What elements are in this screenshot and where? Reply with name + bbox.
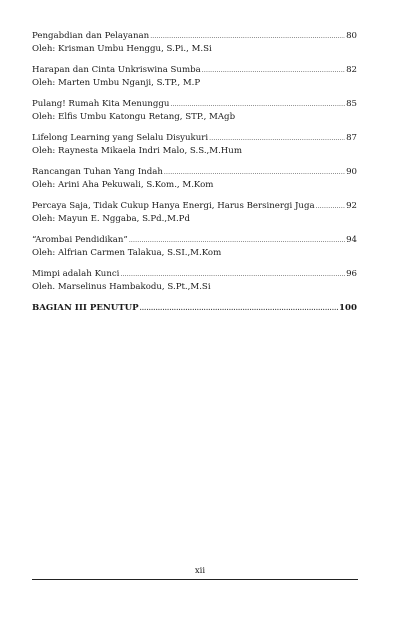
dot-leader — [140, 302, 338, 315]
page-number: xii — [194, 566, 206, 576]
toc-entry-page: 92 — [346, 201, 357, 211]
toc-entry-author: Oleh: Alfrian Carmen Talakua, S.SI.,M.Kom — [32, 248, 222, 258]
toc-entry — [32, 98, 357, 124]
dot-leader — [209, 132, 345, 145]
toc-entry-author: Oleh. Marselinus Hambakodu, S.Pt.,M.Si — [32, 282, 211, 292]
toc-entry-line — [32, 234, 357, 247]
dot-leader — [202, 64, 345, 77]
toc-entry — [32, 268, 357, 294]
toc-entry-line — [32, 30, 357, 43]
toc-entry — [32, 234, 357, 260]
toc-entry-title: Mimpi adalah Kunci — [32, 269, 120, 279]
toc-entry-title: Percaya Saja, Tidak Cukup Hanya Energi, Harus Bersinergi Juga — [32, 201, 315, 211]
toc-entry-page: 82 — [346, 65, 357, 75]
dot-leader — [120, 268, 345, 281]
toc-entry-author: Oleh: Elfis Umbu Katongu Retang, STP., MAgb — [32, 112, 236, 122]
dot-leader — [316, 200, 345, 213]
dot-leader — [164, 166, 345, 179]
toc-entry-author: Oleh: Marten Umbu Nganji, S.TP., M.P — [32, 78, 201, 88]
toc-entry-page: 90 — [346, 167, 357, 177]
toc-entry — [32, 30, 357, 56]
toc-entry — [32, 132, 357, 158]
dot-leader — [150, 30, 345, 43]
toc-entry-title: Pengabdian dan Pelayanan — [32, 31, 150, 41]
toc-section-page: 100 — [339, 303, 357, 313]
toc-entry-author: Oleh: Krisman Umbu Henggu, S.Pi., M.Si — [32, 44, 212, 54]
footer-divider — [32, 579, 358, 580]
toc-section-heading — [32, 302, 357, 315]
toc-entry-page: 94 — [346, 235, 357, 245]
toc-entry-line — [32, 200, 357, 213]
table-of-contents — [32, 30, 357, 323]
dot-leader — [170, 98, 345, 111]
toc-entry-line — [32, 64, 357, 77]
toc-entry — [32, 166, 357, 192]
toc-entry-page: 80 — [346, 31, 357, 41]
toc-entry-line — [32, 132, 357, 145]
toc-entry-title: Rancangan Tuhan Yang Indah — [32, 167, 163, 177]
toc-entry-author: Oleh: Mayun E. Nggaba, S.Pd.,M.Pd — [32, 214, 190, 224]
dot-leader — [129, 234, 345, 247]
toc-section-line — [32, 302, 357, 315]
toc-entry-line — [32, 98, 357, 111]
toc-entry-title: “Arombai Pendidikan” — [32, 235, 128, 245]
toc-entry-author: Oleh: Arini Aha Pekuwali, S.Kom., M.Kom — [32, 180, 214, 190]
toc-section-title: BAGIAN III PENUTUP — [32, 303, 139, 313]
toc-entry-line — [32, 166, 357, 179]
toc-entry — [32, 64, 357, 90]
toc-entry-title: Pulang! Rumah Kita Menunggu — [32, 99, 170, 109]
toc-entry-line — [32, 268, 357, 281]
toc-entry-page: 96 — [346, 269, 357, 279]
toc-entry-author: Oleh: Raynesta Mikaela Indri Malo, S.S.,M.Hum — [32, 146, 242, 156]
toc-entry-title: Harapan dan Cinta Unkriswina Sumba — [32, 65, 201, 75]
toc-entry — [32, 200, 357, 226]
toc-entry-page: 87 — [346, 133, 357, 143]
toc-entry-title: Lifelong Learning yang Selalu Disyukuri — [32, 133, 209, 143]
toc-entry-page: 85 — [346, 99, 357, 109]
